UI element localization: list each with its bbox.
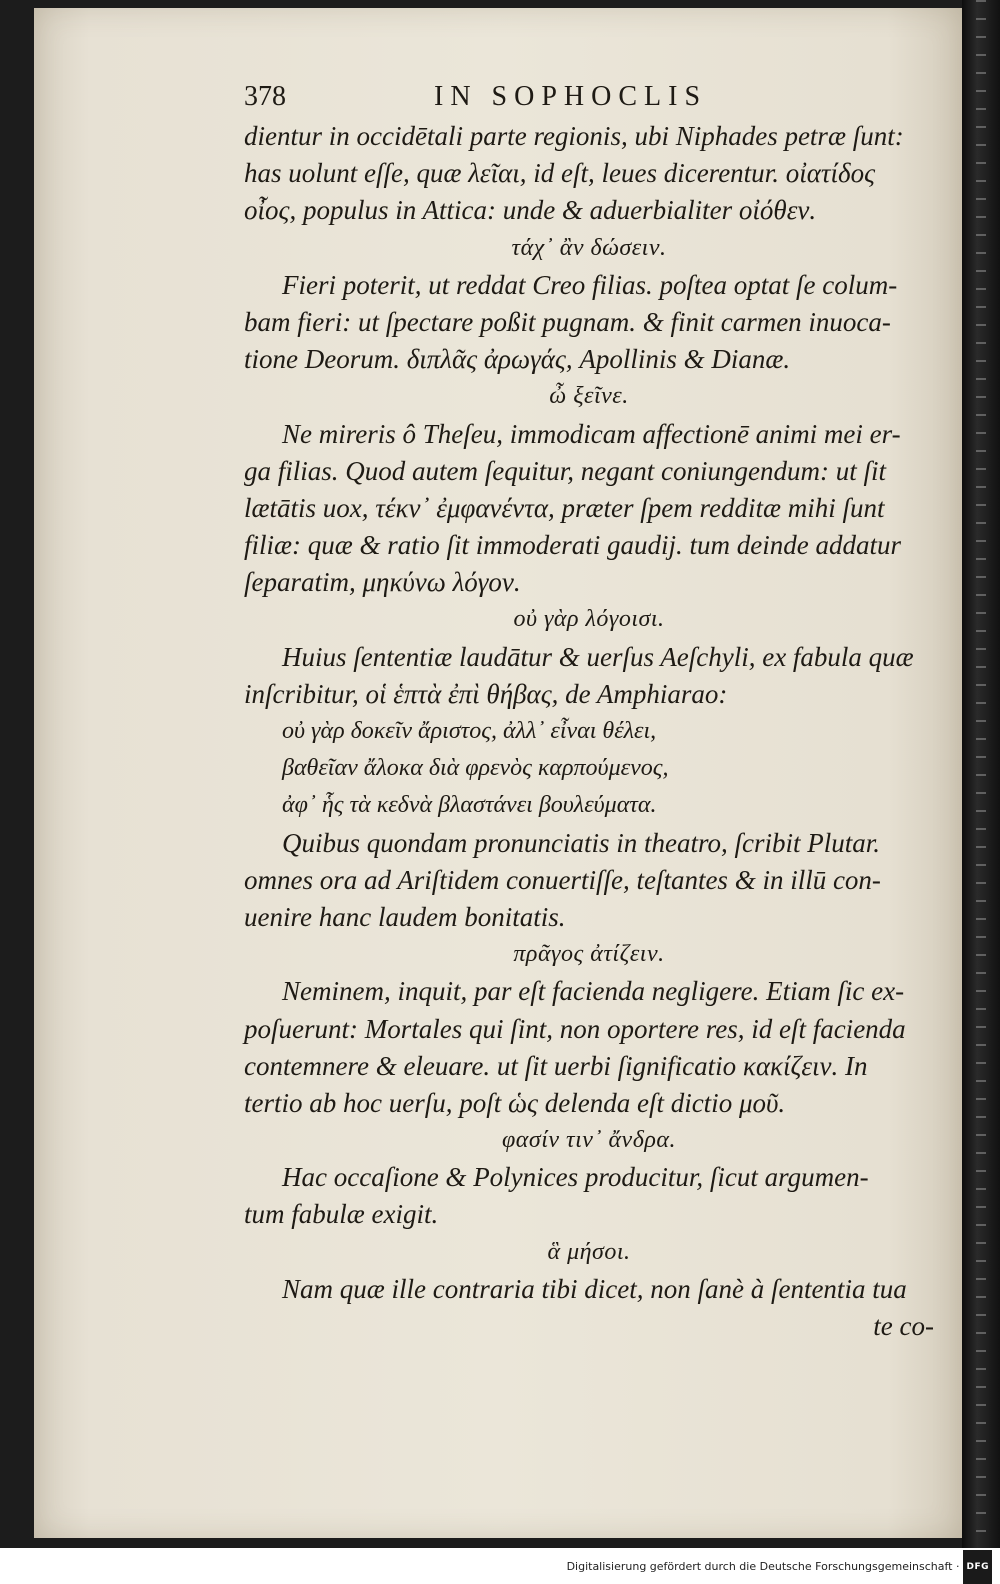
text-line: Hac occaſione & Polynices producitur, ſicut argumen- <box>282 1162 869 1193</box>
text-line: ga filias. Quod autem ſequitur, negant coniungendum: ut ſit <box>244 455 886 486</box>
footer-credit-text: Digitalisierung gefördert durch die Deutsche Forschungsgemeinschaft · <box>566 1560 960 1573</box>
text-line: dientur in occidētali parte regionis, ubi Niphades petræ ſunt: <box>244 121 904 151</box>
text-line: has uolunt eſſe, quæ λεῖαι, id eſt, leues dicerentur. οἰατίδος <box>244 158 876 189</box>
text-line: poſuerunt: Mortales qui ſint, non oportere res, id eſt facienda <box>244 1013 906 1044</box>
text-line: contemnere & eleuare. ut ſit uerbi ſignificatio κακίζειν. In <box>244 1050 868 1081</box>
catchword: te co- <box>873 1311 934 1341</box>
greek-lemma: οὐ γὰρ λόγοισι. <box>513 606 665 633</box>
running-head: IN SOPHOCLIS <box>434 81 708 112</box>
footer-credit <box>0 1550 992 1582</box>
scan-ruler <box>976 0 986 1548</box>
greek-lemma: ὦ ξεῖνε. <box>549 383 629 410</box>
text-line: Neminem, inquit, par eſt facienda negligere. Etiam ſic ex- <box>282 976 905 1007</box>
text-line: omnes ora ad Ariſtidem conuertiſſe, teſtantes & in illū con- <box>244 864 881 895</box>
greek-lemma: τάχ᾽ ἂν δώσειν. <box>511 234 667 261</box>
page-number: 378 <box>244 81 286 112</box>
verse-quote-line: οὐ γὰρ δοκεῖν ἄριστος, ἀλλ᾽ εἶναι θέλει, <box>282 718 657 744</box>
greek-lemma: ἃ μήσοι. <box>547 1238 631 1265</box>
dfg-logo: DFG <box>963 1550 992 1584</box>
text-line: lætātis uox, τέκν᾽ ἐμφανέντα, præter ſpem redditæ mihi ſunt <box>244 492 885 523</box>
text-line: bam fieri: ut ſpectare poßit pugnam. & finit carmen inuoca- <box>244 306 891 337</box>
text-line: tertio ab hoc uerſu, poſt ὡς delenda eſt dictio μοῦ. <box>244 1087 786 1118</box>
text-line: tione Deorum. διπλᾶς ἀρωγάς, Apollinis & Dianæ. <box>244 344 791 375</box>
page-header <box>244 76 934 118</box>
text-lines <box>244 118 934 1345</box>
text-line: tum fabulæ exigit. <box>244 1199 439 1230</box>
text-line: Nam quæ ille contraria tibi dicet, non ſanè à ſententia tua <box>282 1273 907 1304</box>
text-line: Ne mireris ô Theſeu, immodicam affectionē animi mei er- <box>282 418 901 449</box>
text-line: uenire hanc laudem bonitatis. <box>244 901 566 932</box>
verse-quote-line: βαθεῖαν ἄλοκα διὰ φρενὸς καρπούμενος, <box>282 755 669 782</box>
verse-quote-line: ἀφ᾽ ἧς τὰ κεδνὰ βλαστάνει βουλεύματα. <box>282 792 657 819</box>
text-line: Huius ſententiæ laudātur & uerſus Aeſchyli, ex fabula quæ <box>282 641 914 672</box>
scan-edge <box>962 0 1000 1548</box>
text-line: inſcribitur, οἱ ἑπτὰ ἐπὶ θήβας, de Amphiarao: <box>244 678 728 709</box>
greek-lemma: πρᾶγος ἀτίζειν. <box>513 941 665 968</box>
text-line: Quibus quondam pronunciatis in theatro, ſcribit Plutar. <box>282 827 881 858</box>
text-line: οἶος, populus in Attica: unde & aduerbialiter οἰόθεν. <box>244 195 817 226</box>
text-line: Fieri poterit, ut reddat Creo filias. poſtea optat ſe colum- <box>282 269 898 300</box>
greek-lemma: φασίν τιν᾽ ἄνδρα. <box>502 1127 676 1154</box>
text-line: ſeparatim, μηκύνω λόγον. <box>244 567 521 598</box>
page-text <box>244 76 934 1345</box>
text-line: filiæ: quæ & ratio ſit immoderati gaudij. tum deinde addatur <box>244 530 902 561</box>
